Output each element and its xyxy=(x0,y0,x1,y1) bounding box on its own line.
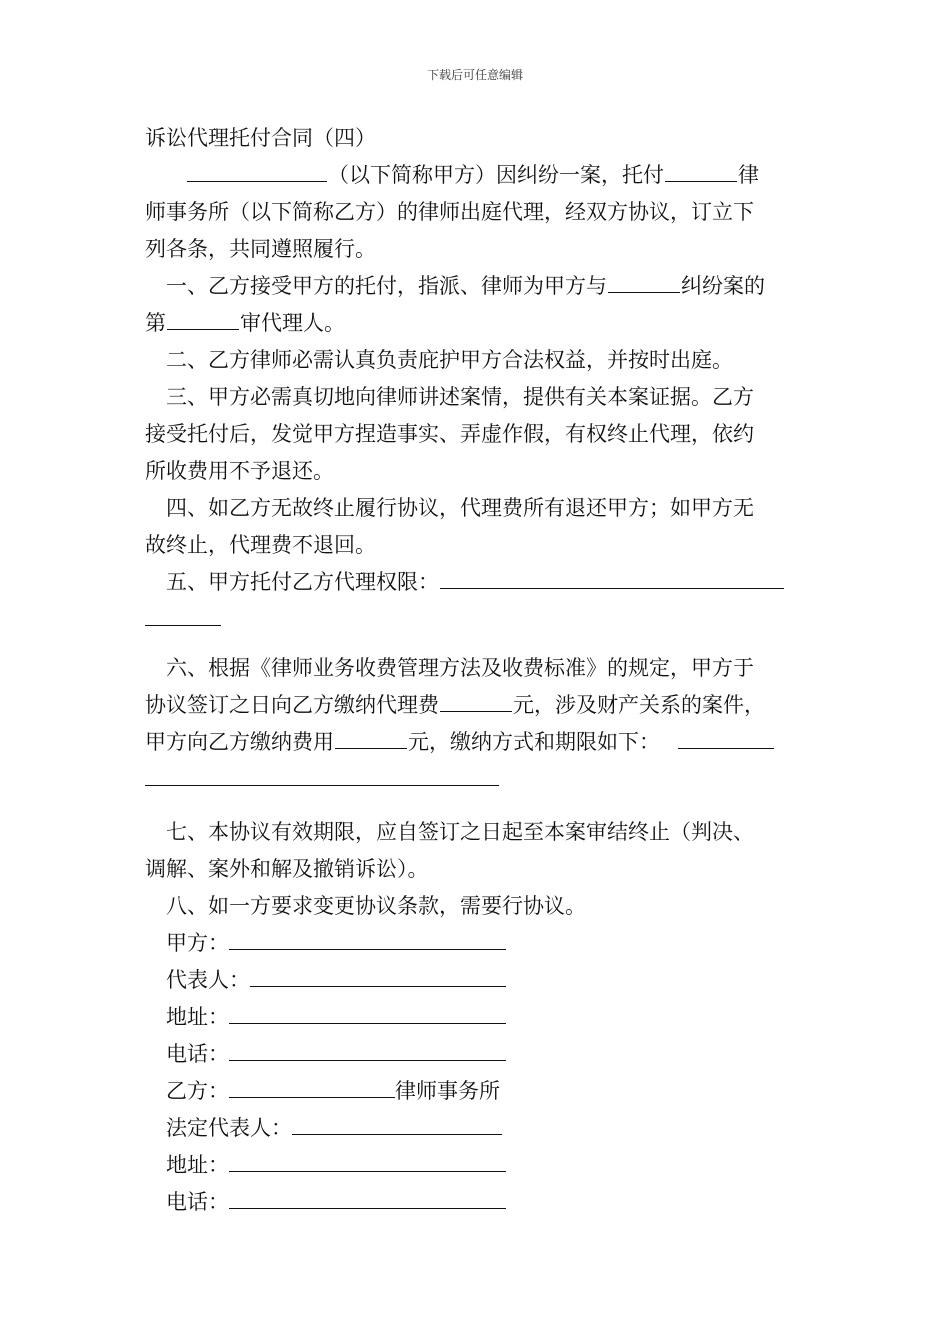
clause-3-line-3: 所收费用不予退还。 xyxy=(145,459,334,483)
clause-1-text-c: 第 xyxy=(145,311,166,335)
agency-fee-blank[interactable] xyxy=(440,693,512,712)
clause-1-line-1 xyxy=(145,268,807,305)
phone-b-field[interactable] xyxy=(229,1190,506,1209)
clause-1-line-2 xyxy=(145,305,807,342)
page-header-note: 下载后可任意编辑 xyxy=(426,68,523,82)
party-b-suffix: 律师事务所 xyxy=(395,1079,500,1103)
clause-6-text-b: 元，涉及财产关系的案件， xyxy=(513,693,765,717)
clause-6-text-d: 元，缴纳方式和期限如下： xyxy=(408,730,660,754)
signature-representative xyxy=(145,962,807,999)
signature-party-b xyxy=(145,1073,807,1110)
clause-7-line-2: 调解、案外和解及撤销诉讼）。 xyxy=(145,857,429,881)
intro-line-2: 师事务所（以下简称乙方）的律师出庭代理，经双方协议，订立下 xyxy=(145,200,754,224)
party-a-name-blank[interactable] xyxy=(187,163,327,182)
clause-6-text-c: 甲方向乙方缴纳费用 xyxy=(145,730,334,754)
clause-6-line-2 xyxy=(145,687,807,724)
payment-terms-blank[interactable] xyxy=(678,730,774,749)
phone-a-label: 电话： xyxy=(166,1042,229,1066)
representative-field[interactable] xyxy=(250,968,506,987)
signature-legal-rep xyxy=(145,1110,807,1147)
clause-1-text-b: 纠纷案的 xyxy=(681,274,765,298)
party-a-label: 甲方： xyxy=(166,931,229,955)
clause-6-text-a: 协议签订之日向乙方缴纳代理费 xyxy=(145,693,439,717)
trial-instance-blank[interactable] xyxy=(167,311,239,330)
document-title: 诉讼代理托付合同（四） xyxy=(145,126,376,150)
address-a-label: 地址： xyxy=(166,1005,229,1029)
representative-label: 代表人： xyxy=(166,968,250,992)
clause-5-line-2 xyxy=(145,601,807,638)
clause-3-line-2: 接受托付后，发觉甲方捏造事实、弄虚作假，有权终止代理，依约 xyxy=(145,422,754,446)
intro-line-3: 列各条，共同遵照履行。 xyxy=(145,237,376,261)
signature-phone-a xyxy=(145,1036,807,1073)
clause-1-text-a: 一、乙方接受甲方的托付，指派、律师为甲方与 xyxy=(166,274,607,298)
legal-rep-field[interactable] xyxy=(292,1116,502,1135)
party-b-label: 乙方： xyxy=(166,1079,229,1103)
clause-3-line-1: 三、甲方必需真切地向律师讲述案情，提供有关本案证据。乙方 xyxy=(166,385,754,409)
clause-6-line-3 xyxy=(145,724,807,761)
clause-5-line-1 xyxy=(145,564,807,601)
signature-phone-b xyxy=(145,1184,807,1221)
intro-text-1: （以下简称甲方）因纠纷一案，托付 xyxy=(328,163,664,187)
address-a-field[interactable] xyxy=(229,1005,506,1024)
property-fee-blank[interactable] xyxy=(335,730,407,749)
signature-address-b xyxy=(145,1147,807,1184)
address-b-field[interactable] xyxy=(229,1153,506,1172)
clause-2: 二、乙方律师必需认真负责庇护甲方合法权益，并按时出庭。 xyxy=(166,348,733,372)
clause-1-text-d: 审代理人。 xyxy=(240,311,345,335)
clause-6-line-1: 六、根据《律师业务收费管理方法及收费标准》的规定，甲方于 xyxy=(166,656,754,680)
clause-4-line-2: 故终止，代理费不退回。 xyxy=(145,533,376,557)
phone-a-field[interactable] xyxy=(229,1042,506,1061)
address-b-label: 地址： xyxy=(166,1153,229,1177)
clause-5-text: 五、甲方托付乙方代理权限： xyxy=(166,570,439,594)
legal-rep-label: 法定代表人： xyxy=(166,1116,292,1140)
clause-4-line-1: 四、如乙方无故终止履行协议，代理费所有退还甲方；如甲方无 xyxy=(166,496,754,520)
clause-8: 八、如一方要求变更协议条款，需要行协议。 xyxy=(166,894,586,918)
clause-6-line-4 xyxy=(145,761,807,798)
contract-document xyxy=(145,120,807,1221)
dispute-party-blank[interactable] xyxy=(608,274,680,293)
party-a-field[interactable] xyxy=(229,931,506,950)
law-firm-name-blank[interactable] xyxy=(665,163,737,182)
phone-b-label: 电话： xyxy=(166,1190,229,1214)
signature-address-a xyxy=(145,999,807,1036)
party-b-field[interactable] xyxy=(229,1079,395,1098)
payment-terms-blank-cont[interactable] xyxy=(145,767,499,786)
agency-authority-blank-cont[interactable] xyxy=(145,607,221,626)
intro-line-1 xyxy=(145,157,807,194)
signature-party-a xyxy=(145,925,807,962)
intro-text-2: 律 xyxy=(738,163,759,187)
clause-7-line-1: 七、本协议有效期限，应自签订之日起至本案审结终止（判决、 xyxy=(166,820,754,844)
agency-authority-blank[interactable] xyxy=(440,570,784,589)
